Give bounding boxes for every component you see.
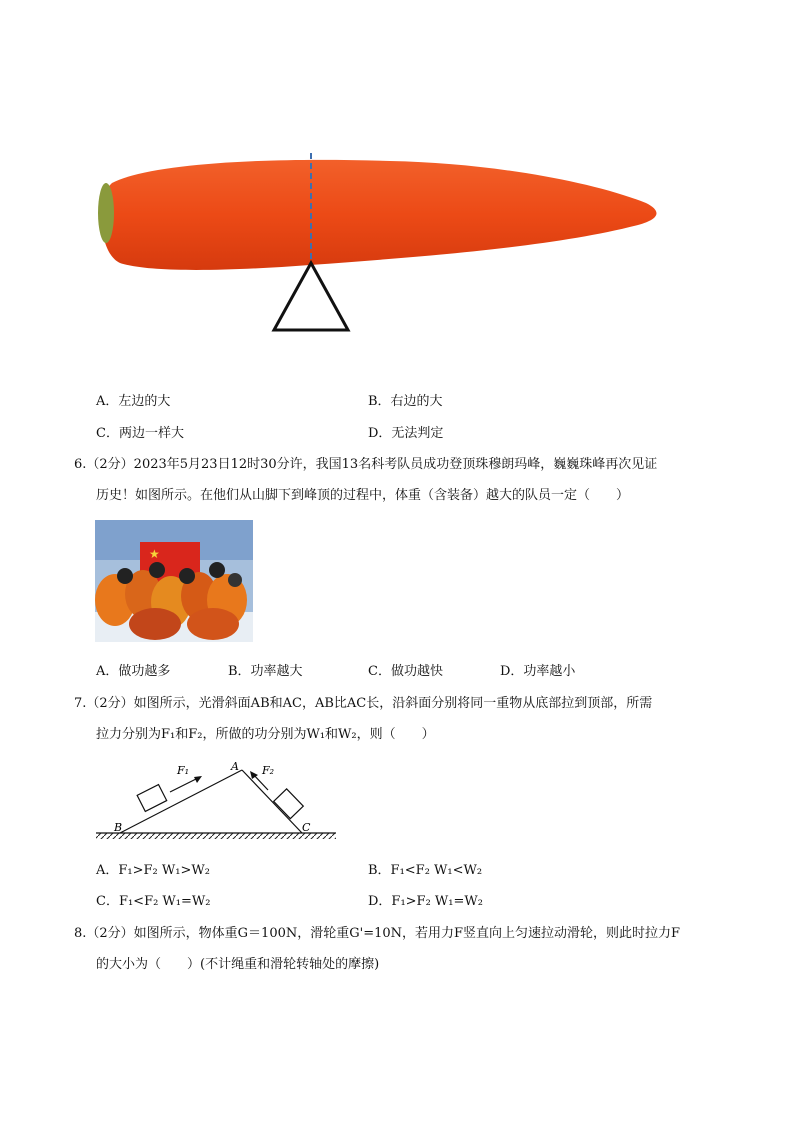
carrot-body [102, 160, 657, 270]
label-b: B [114, 821, 123, 834]
label-c: C [302, 821, 311, 834]
carrot-balance-figure [90, 145, 670, 340]
inclined-planes-diagram [92, 758, 342, 842]
label-f1: F₁ [177, 764, 190, 777]
label-a: A [231, 760, 239, 773]
q8-text-line1: 8.（2分）如图所示，物体重G＝100N，滑轮重G'=10N，若用力F竖直向上匀速拉动滑轮，则此时拉力F [74, 926, 681, 941]
q8-text-line2: 的大小为（ ）(不计绳重和滑轮转轴处的摩擦) [96, 957, 380, 972]
q5-option-b[interactable]: B．右边的大 [368, 394, 443, 409]
q7-text-line1: 7.（2分）如图所示，光滑斜面AB和AC，AB比AC长，沿斜面分别将同一重物从底部拉到顶部，所需 [74, 696, 653, 711]
q6-text-line1: 6.（2分）2023年5月23日12时30分许，我国13名科考队员成功登顶珠穆朗玛峰，巍巍珠峰再次见证 [74, 457, 658, 472]
q6-text-line2: 历史！如图所示。在他们从山脚下到峰顶的过程中，体重（含装备）越大的队员一定（ ） [96, 488, 630, 503]
slope-ab [120, 770, 242, 833]
svg-text:★: ★ [149, 547, 160, 561]
q6-option-b[interactable]: B．功率越大 [228, 664, 303, 679]
fulcrum-triangle [274, 263, 348, 330]
q5-option-c[interactable]: C．两边一样大 [96, 426, 184, 441]
label-f2: F₂ [262, 764, 275, 777]
q6-option-a[interactable]: A．做功越多 [96, 664, 171, 679]
q7-text-line2: 拉力分别为F₁和F₂，所做的功分别为W₁和W₂，则（ ） [96, 727, 435, 742]
block-on-ab [137, 785, 167, 812]
q7-option-a[interactable]: A．F₁>F₂ W₁>W₂ [96, 863, 210, 878]
ground [96, 833, 336, 839]
q6-option-d[interactable]: D．功率越小 [500, 664, 576, 679]
q7-option-c[interactable]: C．F₁<F₂ W₁=W₂ [96, 894, 211, 909]
climbers-photo [95, 520, 253, 642]
carrot-top [98, 183, 114, 243]
q5-option-d[interactable]: D．无法判定 [368, 426, 444, 441]
q7-option-b[interactable]: B．F₁<F₂ W₁<W₂ [368, 863, 483, 878]
block-on-ac [274, 789, 304, 819]
q7-option-d[interactable]: D．F₁>F₂ W₁=W₂ [368, 894, 483, 909]
q6-option-c[interactable]: C．做功越快 [368, 664, 443, 679]
q5-option-a[interactable]: A．左边的大 [96, 394, 171, 409]
